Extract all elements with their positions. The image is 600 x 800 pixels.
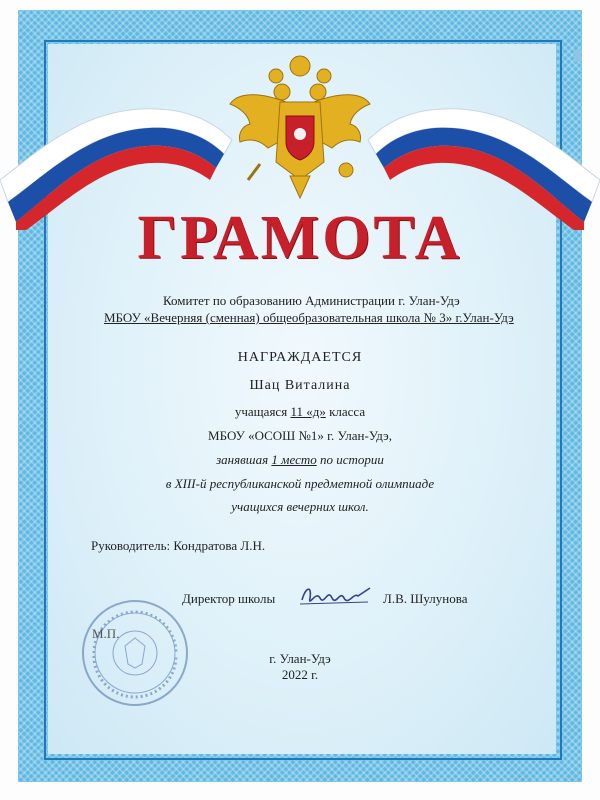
certificate-title: ГРАМОТА [137, 204, 463, 272]
place-value: 1 место [271, 452, 317, 467]
year-line: 2022 г. [281, 667, 319, 682]
city-line: г. Улан-Удэ [269, 651, 331, 666]
corner-mark [575, 50, 581, 62]
awarded-label: НАГРАЖДАЕТСЯ [237, 350, 363, 365]
class-line [0, 404, 600, 420]
olympiad-line-1: в XIII-й республиканской предметной олимпиаде [165, 476, 435, 491]
director-name: Л.В. Шулунова [383, 591, 468, 606]
issuer-line-2: МБОУ «Вечерняя (сменная) общеобразовательная школа № 3» г.Улан-Удэ [104, 310, 514, 325]
class-value: 11 «д» [290, 404, 326, 419]
director-signature [298, 580, 373, 612]
director-label: Директор школы [182, 591, 276, 606]
coat-of-arms-emblem [220, 52, 380, 202]
school-line: МБОУ «ОСОШ №1» г. Улан-Удэ, [208, 428, 392, 443]
olympiad-line-2: учащихся вечерних школ. [231, 499, 369, 514]
supervisor-line: Руководитель: Кондратова Л.Н. [91, 538, 266, 553]
place-line [0, 452, 600, 468]
class-prefix: учащаяся [234, 404, 288, 419]
issuer-line-1: Комитет по образованию Администрации г. Улан-Удэ [163, 293, 460, 308]
place-subject: по истории [319, 452, 384, 467]
stamp-label: М.П. [92, 626, 120, 641]
place-prefix: занявшая [216, 452, 269, 467]
recipient-name: Шац Виталина [249, 378, 351, 393]
class-suffix: класса [329, 404, 366, 419]
